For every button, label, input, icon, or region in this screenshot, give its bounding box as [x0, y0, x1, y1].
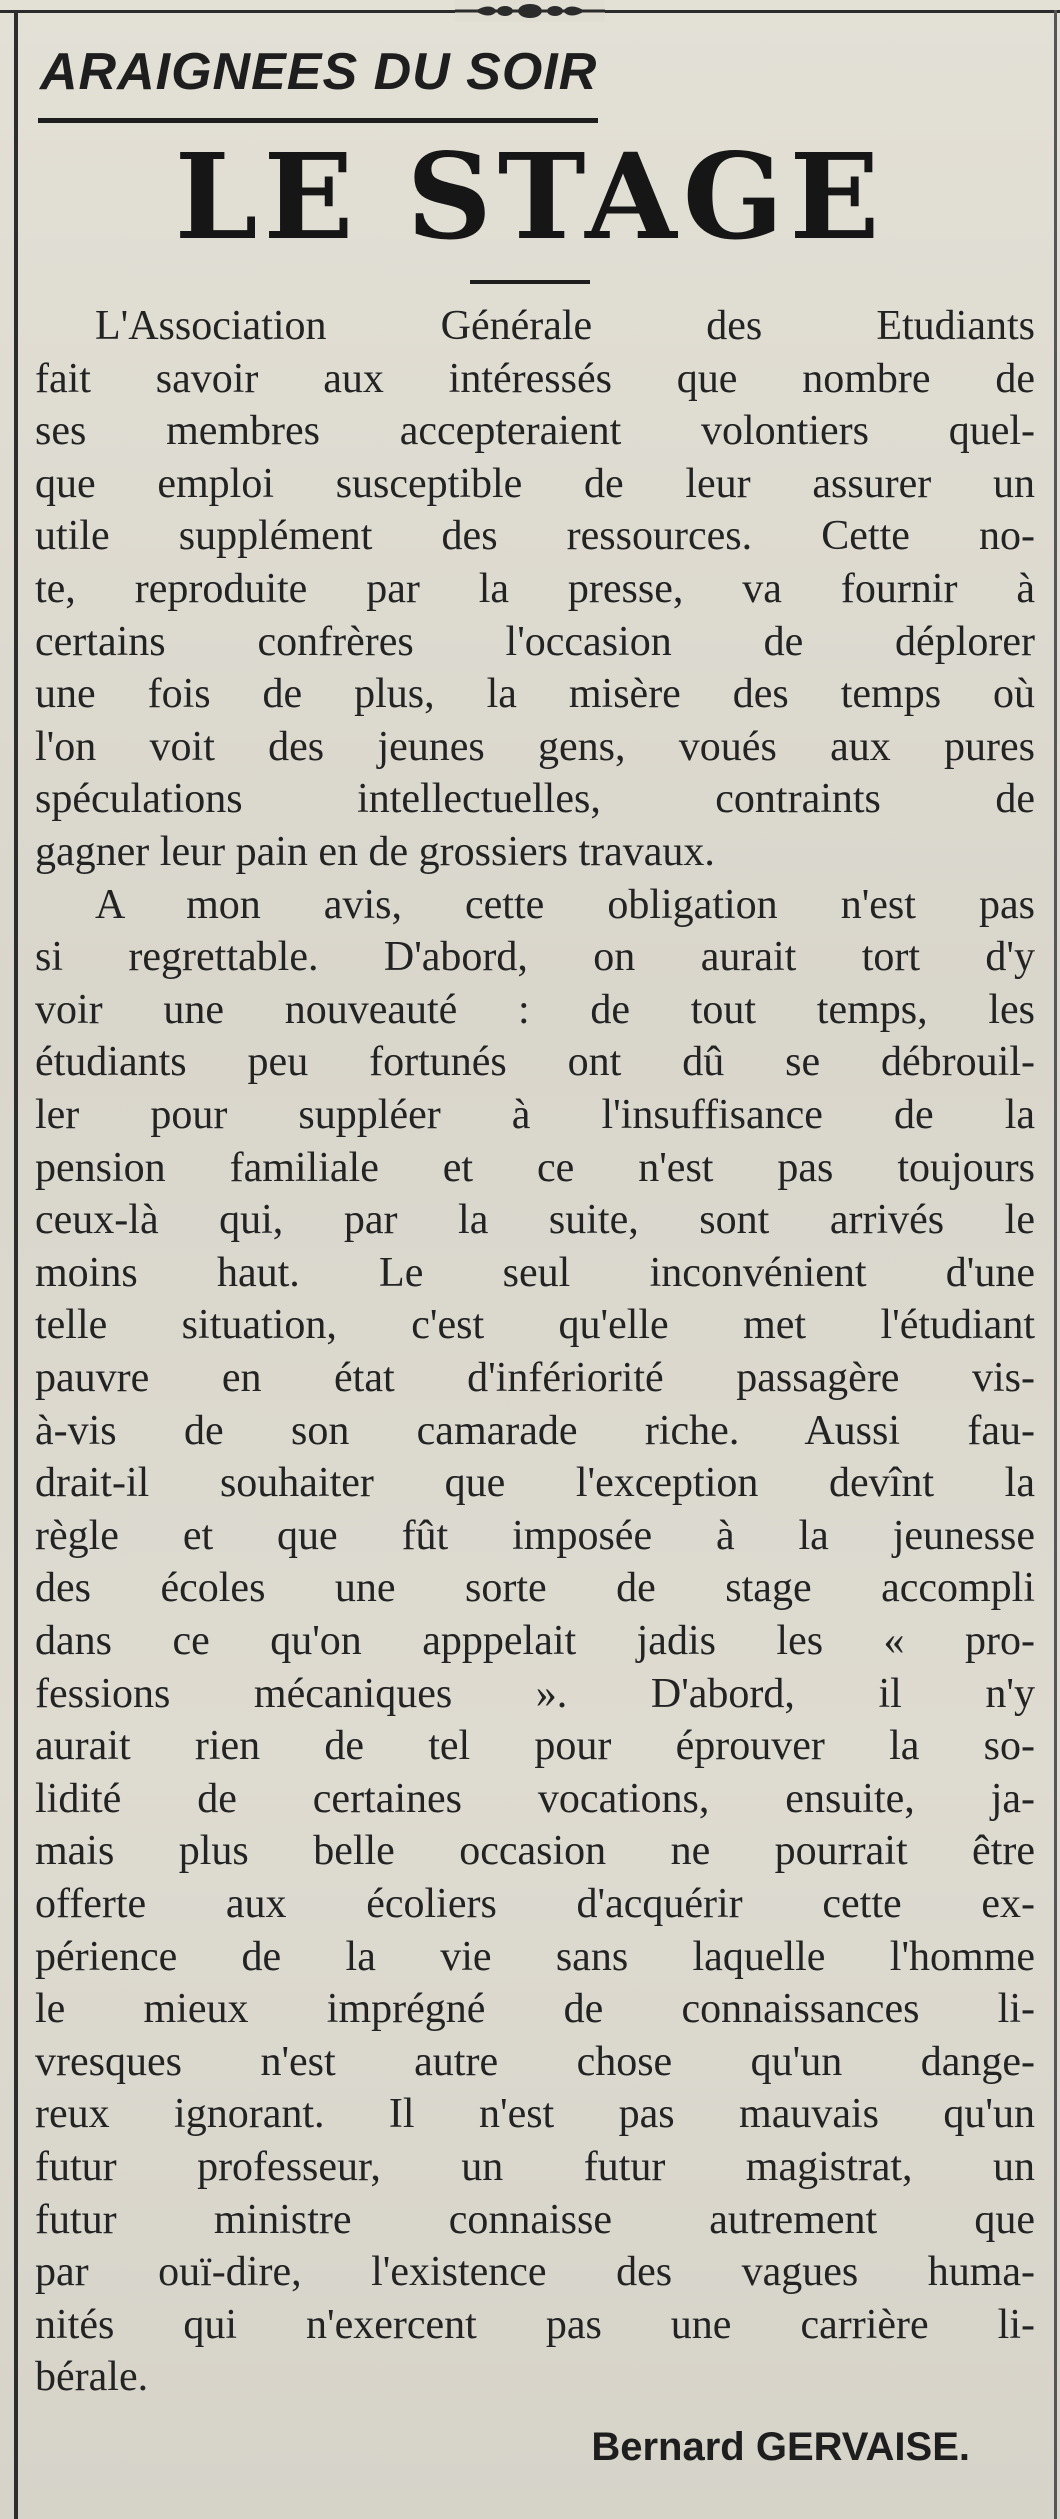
text-line: périence de la vie sans laquelle l'homme	[35, 1934, 1035, 1980]
text-line: fessions mécaniques ». D'abord, il n'y	[35, 1671, 1035, 1717]
text-line: que emploi susceptible de leur assurer un	[35, 461, 1035, 507]
text-line: te, reproduite par la presse, va fournir à	[35, 566, 1035, 612]
text-line: une fois de plus, la misère des temps où	[35, 671, 1035, 717]
text-line: utile supplément des ressources. Cette no-	[35, 513, 1035, 559]
text-line: si regrettable. D'abord, on aurait tort d'y	[35, 934, 1035, 980]
text-line: gagner leur pain en de grossiers travaux.	[35, 829, 715, 875]
text-line: offerte aux écoliers d'acquérir cette ex-	[35, 1881, 1035, 1927]
text-line: ses membres accepteraient volontiers quel-	[35, 408, 1035, 454]
text-line: ler pour suppléer à l'insuffisance de la	[35, 1092, 1035, 1138]
text-line: spéculations intellectuelles, contraints de	[35, 776, 1035, 822]
text-line: bérale.	[35, 2354, 149, 2400]
text-line: pension familiale et ce n'est pas toujours	[35, 1145, 1035, 1191]
text-line: à-vis de son camarade riche. Aussi fau-	[35, 1408, 1035, 1454]
text-line: ceux-là qui, par la suite, sont arrivés le	[35, 1197, 1035, 1243]
text-line: l'on voit des jeunes gens, voués aux pures	[35, 724, 1035, 770]
text-line: L'Association Générale des Etudiants	[95, 303, 1035, 349]
text-line: nités qui n'exercent pas une carrière li-	[35, 2302, 1035, 2348]
section-heading: ARAIGNEES DU SOIR	[40, 43, 598, 101]
title-divider	[470, 280, 590, 284]
text-line: par ouï-dire, l'existence des vagues huma-	[35, 2249, 1035, 2295]
text-line: futur ministre connaisse autrement que	[35, 2197, 1035, 2243]
text-line: certains confrères l'occasion de déplorer	[35, 619, 1035, 665]
text-line: pauvre en état d'infériorité passagère vis-	[35, 1355, 1035, 1401]
text-line: telle situation, c'est qu'elle met l'étudiant	[35, 1302, 1035, 1348]
text-line: moins haut. Le seul inconvénient d'une	[35, 1250, 1035, 1296]
text-line: règle et que fût imposée à la jeunesse	[35, 1513, 1035, 1559]
text-line: A mon avis, cette obligation n'est pas	[95, 882, 1035, 928]
text-line: des écoles une sorte de stage accompli	[35, 1565, 1035, 1611]
section-underline	[38, 118, 598, 123]
text-line: drait-il souhaiter que l'exception devînt la	[35, 1460, 1035, 1506]
author-signature: Bernard GERVAISE.	[591, 2425, 970, 2469]
article-title: LE STAGE	[174, 127, 886, 266]
text-line: aurait rien de tel pour éprouver la so-	[35, 1723, 1035, 1769]
text-line: futur professeur, un futur magistrat, un	[35, 2144, 1035, 2190]
text-line: vresques n'est autre chose qu'un dange-	[35, 2039, 1035, 2085]
text-line: étudiants peu fortunés ont dû se débrouil-	[35, 1039, 1035, 1085]
text-line: fait savoir aux intéressés que nombre de	[35, 356, 1035, 402]
left-column-rule	[14, 10, 18, 2519]
text-line: voir une nouveauté : de tout temps, les	[35, 987, 1035, 1033]
text-line: mais plus belle occasion ne pourrait être	[35, 1828, 1035, 1874]
text-line: le mieux imprégné de connaissances li-	[35, 1986, 1035, 2032]
ornament-icon	[455, 0, 605, 22]
right-column-rule	[1054, 10, 1057, 2519]
text-line: lidité de certaines vocations, ensuite, ja-	[35, 1776, 1035, 1822]
text-line: dans ce qu'on apppelait jadis les « pro-	[35, 1618, 1035, 1664]
text-line: reux ignorant. Il n'est pas mauvais qu'un	[35, 2091, 1035, 2137]
